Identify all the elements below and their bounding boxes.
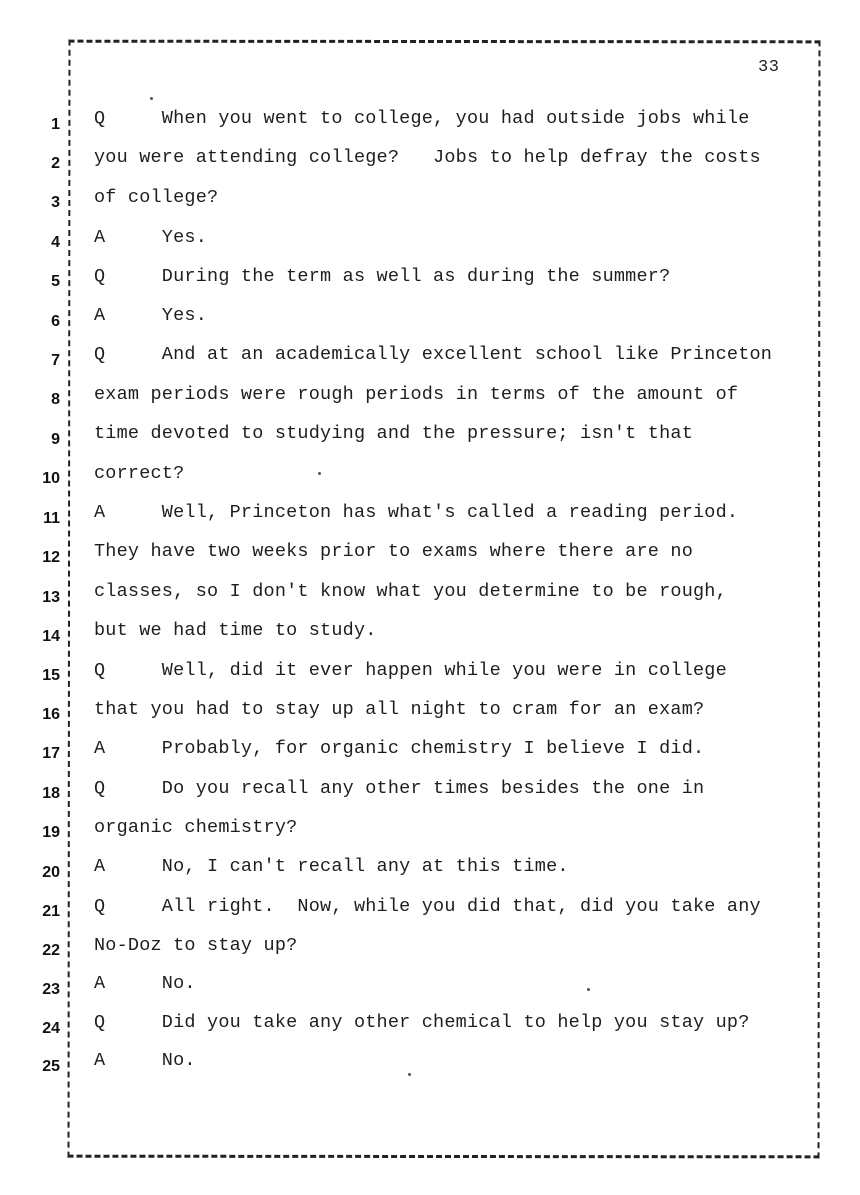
line-number: 25 bbox=[42, 1058, 60, 1075]
scan-speck bbox=[318, 472, 321, 475]
line-number: 2 bbox=[51, 155, 60, 172]
line-number: 12 bbox=[42, 549, 60, 566]
transcript-line: time devoted to studying and the pressure; isn't that bbox=[94, 423, 693, 444]
transcript-line: A Yes. bbox=[94, 227, 208, 248]
line-number: 23 bbox=[42, 981, 60, 998]
transcript-line: A Yes. bbox=[94, 305, 208, 326]
transcript-line: but we had time to study. bbox=[94, 620, 377, 641]
transcript-line: organic chemistry? bbox=[94, 817, 298, 838]
transcript-line: Q When you went to college, you had outside jobs while bbox=[94, 108, 750, 129]
line-number: 10 bbox=[42, 470, 60, 487]
transcript-line: Q Did you take any other chemical to help you stay up? bbox=[94, 1012, 750, 1033]
line-number: 1 bbox=[51, 116, 60, 133]
line-number: 6 bbox=[51, 313, 60, 330]
line-number: 19 bbox=[42, 824, 60, 841]
line-number: 16 bbox=[42, 706, 60, 723]
transcript-line: of college? bbox=[94, 187, 219, 208]
transcript-line: you were attending college? Jobs to help defray the costs bbox=[94, 147, 761, 168]
line-number: 20 bbox=[42, 864, 60, 881]
scan-speck bbox=[587, 988, 590, 991]
line-number: 17 bbox=[42, 745, 60, 762]
transcript-line: Q All right. Now, while you did that, did you take any bbox=[94, 896, 761, 917]
line-number: 13 bbox=[42, 589, 60, 606]
line-number: 3 bbox=[51, 194, 60, 211]
line-number: 24 bbox=[42, 1020, 60, 1037]
line-number: 11 bbox=[43, 510, 60, 527]
transcript-line: A No. bbox=[94, 973, 196, 994]
transcript-line: Q And at an academically excellent school like Princeton bbox=[94, 344, 773, 365]
line-number: 18 bbox=[42, 785, 60, 802]
transcript-line: Q Do you recall any other times besides the one in bbox=[94, 778, 705, 799]
transcript-line: Q During the term as well as during the summer? bbox=[94, 266, 671, 287]
line-number: 7 bbox=[51, 352, 60, 369]
transcript-line: A Probably, for organic chemistry I believe I did. bbox=[94, 738, 705, 759]
transcript-line: Q Well, did it ever happen while you were in college bbox=[94, 660, 727, 681]
scan-speck bbox=[150, 97, 153, 100]
line-number: 8 bbox=[51, 391, 60, 408]
transcript-line: exam periods were rough periods in terms of the amount of bbox=[94, 384, 739, 405]
line-number: 4 bbox=[51, 234, 60, 251]
transcript-line: correct? bbox=[94, 463, 185, 484]
scan-speck bbox=[408, 1073, 411, 1076]
transcript-line: A Well, Princeton has what's called a reading period. bbox=[94, 502, 739, 523]
transcript-line: that you had to stay up all night to cram for an exam? bbox=[94, 699, 705, 720]
line-number: 9 bbox=[51, 431, 60, 448]
transcript-line: classes, so I don't know what you determine to be rough, bbox=[94, 581, 727, 602]
transcript-line: A No, I can't recall any at this time. bbox=[94, 856, 569, 877]
line-number: 21 bbox=[42, 903, 60, 920]
page-number: 33 bbox=[758, 58, 780, 77]
line-number: 5 bbox=[51, 273, 60, 290]
line-number: 14 bbox=[42, 628, 60, 645]
line-number: 22 bbox=[42, 942, 60, 959]
line-number: 15 bbox=[42, 667, 60, 684]
transcript-line: They have two weeks prior to exams where there are no bbox=[94, 541, 693, 562]
transcript-line: A No. bbox=[94, 1050, 196, 1071]
transcript-line: No-Doz to stay up? bbox=[94, 935, 298, 956]
